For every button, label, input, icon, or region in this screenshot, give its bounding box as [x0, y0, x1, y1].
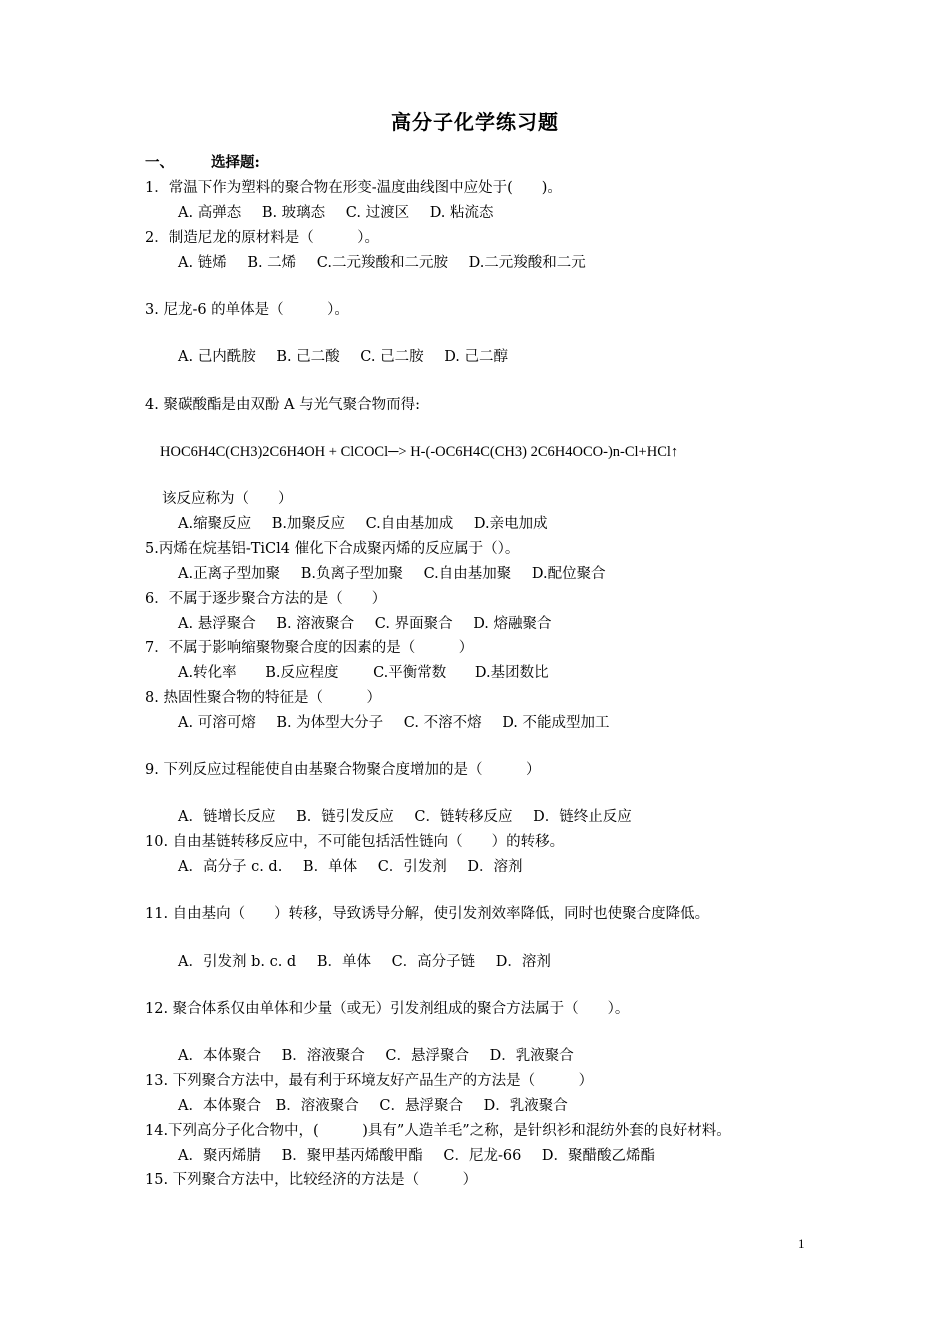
- question-10: 10. 自由基链转移反应中，不可能包括活性链向（ ）的转移。: [145, 834, 565, 850]
- option: C．引发剂: [377, 859, 447, 875]
- option: B. 玻璃态: [261, 205, 326, 221]
- question-11: 11. 自由基向（ ）转移，导致诱导分解，使引发剂效率降低，同时也使聚合度降低。: [145, 906, 710, 922]
- options-8: [178, 713, 626, 733]
- option: A．引发剂 b. c. d: [178, 954, 297, 970]
- option: D．溶剂: [495, 954, 551, 970]
- option: D.基团数比: [474, 665, 549, 681]
- options-11: [178, 952, 567, 972]
- question-3: 3. 尼龙-6 的单体是（ ）。: [145, 302, 349, 318]
- option: C.二元羧酸和二元胺: [316, 255, 448, 271]
- option: D．溶剂: [467, 859, 523, 875]
- option: B．溶液聚合: [281, 1048, 365, 1064]
- option: A. 高弹态: [178, 205, 242, 221]
- option: D．乳液聚合: [483, 1098, 568, 1114]
- option: A．本体聚合: [178, 1048, 261, 1064]
- question-12: 12. 聚合体系仅由单体和少量（或无）引发剂组成的聚合方法属于（ ）。: [145, 1001, 630, 1017]
- options-12: [178, 1046, 590, 1066]
- option: C．链转移反应: [414, 809, 513, 825]
- option: A. 己内酰胺: [178, 349, 256, 365]
- option: B．链引发反应: [296, 809, 394, 825]
- page-number: 1: [798, 1236, 805, 1251]
- options-7: [178, 663, 565, 683]
- reaction-formula: HOC6H4C(CH3)2C6H4OH + ClCOCl─> H-(-OC6H4C(CH3) 2C6H4OCO-)n-Cl+HCl↑: [160, 444, 679, 460]
- option: C. 不溶不熔: [403, 715, 482, 731]
- question-4-subtext: 该反应称为（ ）: [162, 491, 293, 507]
- option: A．本体聚合: [178, 1098, 261, 1114]
- option: C.平衡常数: [373, 665, 447, 681]
- page-title: 高分子化学练习题: [391, 110, 559, 134]
- options-10: [178, 857, 539, 877]
- option: C. 己二胺: [360, 349, 424, 365]
- option: A.缩聚反应: [178, 516, 252, 532]
- option: C. 界面聚合: [374, 616, 453, 632]
- options-5: [178, 564, 622, 584]
- option: A．聚丙烯腈: [178, 1148, 261, 1164]
- option: C. 过渡区: [345, 205, 410, 221]
- option: B.负离子型加聚: [300, 566, 403, 582]
- option: D．乳液聚合: [489, 1048, 574, 1064]
- options-4: [178, 514, 564, 534]
- option: A．链增长反应: [178, 809, 276, 825]
- option: A.转化率: [178, 665, 237, 681]
- option: A. 可溶可熔: [178, 715, 256, 731]
- option: C．悬浮聚合: [385, 1048, 469, 1064]
- option: A.正离子型加聚: [178, 566, 281, 582]
- option: C．尼龙-66: [443, 1148, 522, 1164]
- option: C．高分子链: [391, 954, 476, 970]
- options-1: [178, 203, 510, 223]
- question-4: 4. 聚碳酸酯是由双酚 A 与光气聚合物而得:: [145, 397, 421, 413]
- option: B．单体: [316, 954, 371, 970]
- option: B．聚甲基丙烯酸甲酯: [281, 1148, 423, 1164]
- option: B. 溶液聚合: [276, 616, 355, 632]
- option: B. 己二酸: [276, 349, 340, 365]
- question-8: 8. 热固性聚合物的特征是（ ）: [145, 690, 381, 706]
- option: A．高分子 c. d.: [178, 859, 283, 875]
- option: A. 悬浮聚合: [178, 616, 256, 632]
- options-2: [178, 253, 602, 273]
- option: C.自由基加聚: [423, 566, 512, 582]
- question-7: 7．不属于影响缩聚物聚合度的因素的是（ ）: [145, 640, 474, 656]
- section-label: 选择题:: [211, 154, 260, 171]
- question-9: 9. 下列反应过程能使自由基聚合物聚合度增加的是（ ）: [145, 762, 541, 778]
- option: D.二元羧酸和二元: [468, 255, 586, 271]
- option: B．单体: [302, 859, 358, 875]
- option: B.加聚反应: [271, 516, 345, 532]
- option: D. 粘流态: [429, 205, 494, 221]
- option: C．悬浮聚合: [379, 1098, 463, 1114]
- option: D．聚醋酸乙烯酯: [541, 1148, 656, 1164]
- option: D. 熔融聚合: [473, 616, 552, 632]
- option: D. 己二醇: [444, 349, 509, 365]
- option: D.亲电加成: [473, 516, 548, 532]
- question-2: 2．制造尼龙的原材料是（ ）。: [145, 230, 379, 246]
- section-number: 一、: [145, 154, 174, 171]
- options-14: [178, 1146, 671, 1166]
- section-heading: [145, 153, 260, 173]
- option: C.自由基加成: [365, 516, 454, 532]
- question-13: 13. 下列聚合方法中，最有利于环境友好产品生产的方法是（ ）: [145, 1073, 594, 1089]
- option: A. 链烯: [178, 255, 227, 271]
- options-3: [178, 347, 524, 367]
- question-14: 14.下列高分子化合物中，( )具有”人造羊毛”之称，是针织衫和混纺外套的良好材料。: [145, 1123, 731, 1139]
- options-6: [178, 614, 568, 634]
- option: D. 不能成型加工: [502, 715, 610, 731]
- question-6: 6．不属于逐步聚合方法的是（ ）: [145, 591, 387, 607]
- question-1: 1．常温下作为塑料的聚合物在形变-温度曲线图中应处于( )。: [145, 180, 562, 196]
- option: B.反应程度: [265, 665, 339, 681]
- options-9: [178, 807, 648, 827]
- option: B. 为体型大分子: [276, 715, 384, 731]
- options-13: [178, 1096, 584, 1116]
- option: D．链终止反应: [533, 809, 632, 825]
- option: B．溶液聚合: [275, 1098, 359, 1114]
- option: B. 二烯: [247, 255, 297, 271]
- question-15: 15. 下列聚合方法中，比较经济的方法是（ ）: [145, 1172, 478, 1188]
- question-5: 5.丙烯在烷基铝-TiCl4 催化下合成聚丙烯的反应属于（）。: [145, 541, 520, 557]
- option: D.配位聚合: [531, 566, 606, 582]
